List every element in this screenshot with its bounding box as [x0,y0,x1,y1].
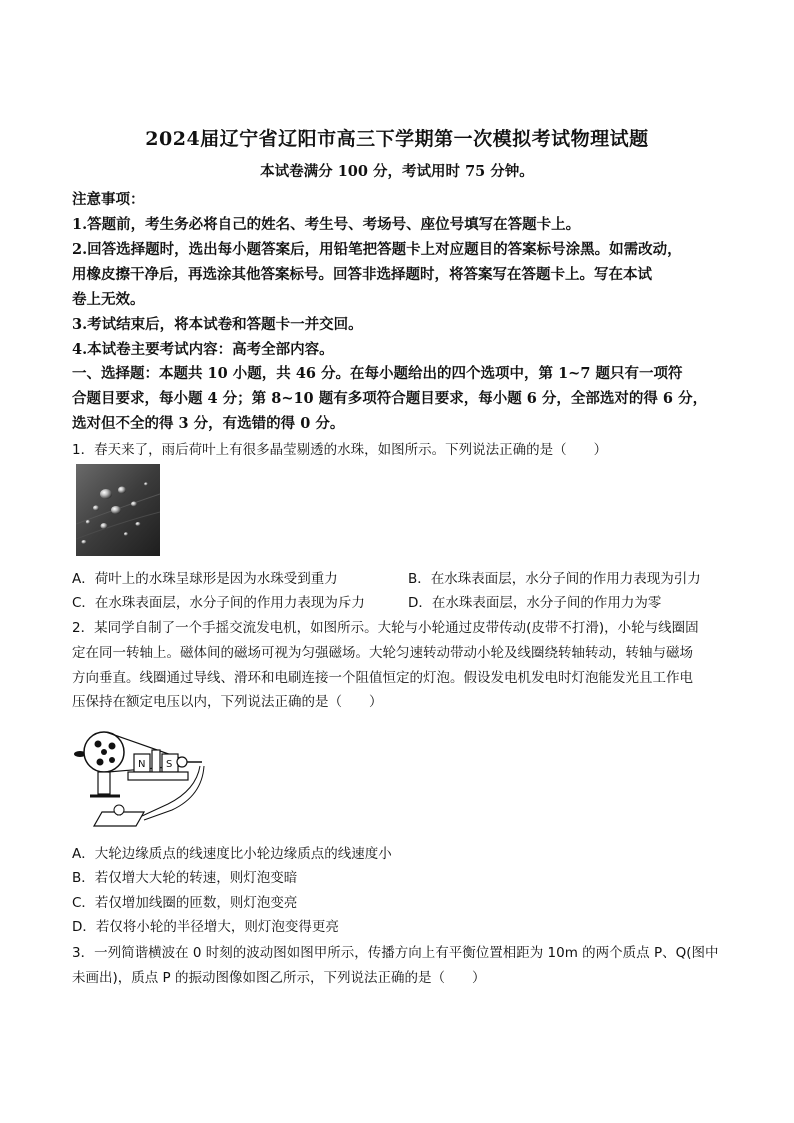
q1-option-d: D．在水珠表面层，水分子间的作用力为零 [408,595,662,611]
notice-item-4: 4.本试卷主要考试内容：高考全部内容。 [72,341,334,358]
q2-option-b: B．若仅增大大轮的转速，则灯泡变暗 [72,870,298,886]
notice-heading: 注意事项： [72,191,145,208]
q1-option-c: C．在水珠表面层，水分子间的作用力表现为斥力 [72,595,365,611]
q1-option-a: A．荷叶上的水珠呈球形是因为水珠受到重力 [72,571,338,587]
exam-title: 2024届辽宁省辽阳市高三下学期第一次模拟考试物理试题 [145,128,649,150]
q1-option-b: B．在水珠表面层，水分子间的作用力表现为引力 [408,571,701,587]
q2-option-a: A．大轮边缘质点的线速度比小轮边缘质点的线速度小 [72,846,392,862]
q3-stem-2: 未画出)，质点 P 的振动图像如图乙所示，下列说法正确的是（ ） [72,970,486,986]
magnet-s-label: S [166,759,173,770]
q2-stem-2: 定在同一转轴上。磁体间的磁场可视为匀强磁场。大轮匀速转动带动小轮及线圈绕转轴转动，转轴与磁场 [72,645,693,661]
notice-item-1: 1.答题前，考生务必将自己的姓名、考生号、考场号、座位号填写在答题卡上。 [72,216,581,233]
q2-stem-3: 方向垂直。线圈通过导线、滑环和电刷连接一个阻值恒定的灯泡。假设发电机发电时灯泡能发光且工作电 [72,670,693,686]
q2-stem-1: 2．某同学自制了一个手摇交流发电机，如图所示。大轮与小轮通过皮带传动(皮带不打滑)，小轮与线圈固 [72,620,699,636]
q2-option-c: C．若仅增加线圈的匝数，则灯泡变亮 [72,895,298,911]
q2-option-d: D．若仅将小轮的半径增大，则灯泡变得更亮 [72,919,339,935]
section-instructions-1: 一、选择题：本题共 10 小题，共 46 分。在每小题给出的四个选项中，第 1~7 题只有一项符 [72,365,683,382]
exam-subtitle: 本试卷满分 100 分，考试用时 75 分钟。 [260,163,534,180]
magnet-n-label: N [138,759,146,770]
lotus-leaf-water-drops-image [76,464,160,556]
q2-stem-4: 压保持在额定电压以内，下列说法正确的是（ ） [72,694,383,710]
notice-item-2-end: 卷上无效。 [72,291,145,308]
notice-item-3: 3.考试结束后，将本试卷和答题卡一并交回。 [72,316,363,333]
section-instructions-2: 合题目要求，每小题 4 分；第 8~10 题有多项符合题目要求，每小题 6 分，全部选对的得 6 分， [72,390,708,407]
q3-stem-1: 3．一列简谐横波在 0 时刻的波动图如图甲所示，传播方向上有平衡位置相距为 10m 的两个质点 P、Q(图中 [72,945,719,961]
notice-item-2-cont: 用橡皮擦干净后，再选涂其他答案标号。回答非选择题时，将答案写在答题卡上。写在本试 [72,266,652,283]
notice-item-2: 2.回答选择题时，选出每小题答案后，用铅笔把答题卡上对应题目的答案标号涂黑。如需改动， [72,241,682,258]
section-instructions-3: 选对但不全的得 3 分，有选错的得 0 分。 [72,415,345,432]
q1-stem: 1．春天来了，雨后荷叶上有很多晶莹剔透的水珠，如图所示。下列说法正确的是（ ） [72,442,608,458]
hand-crank-generator-figure [72,720,212,830]
